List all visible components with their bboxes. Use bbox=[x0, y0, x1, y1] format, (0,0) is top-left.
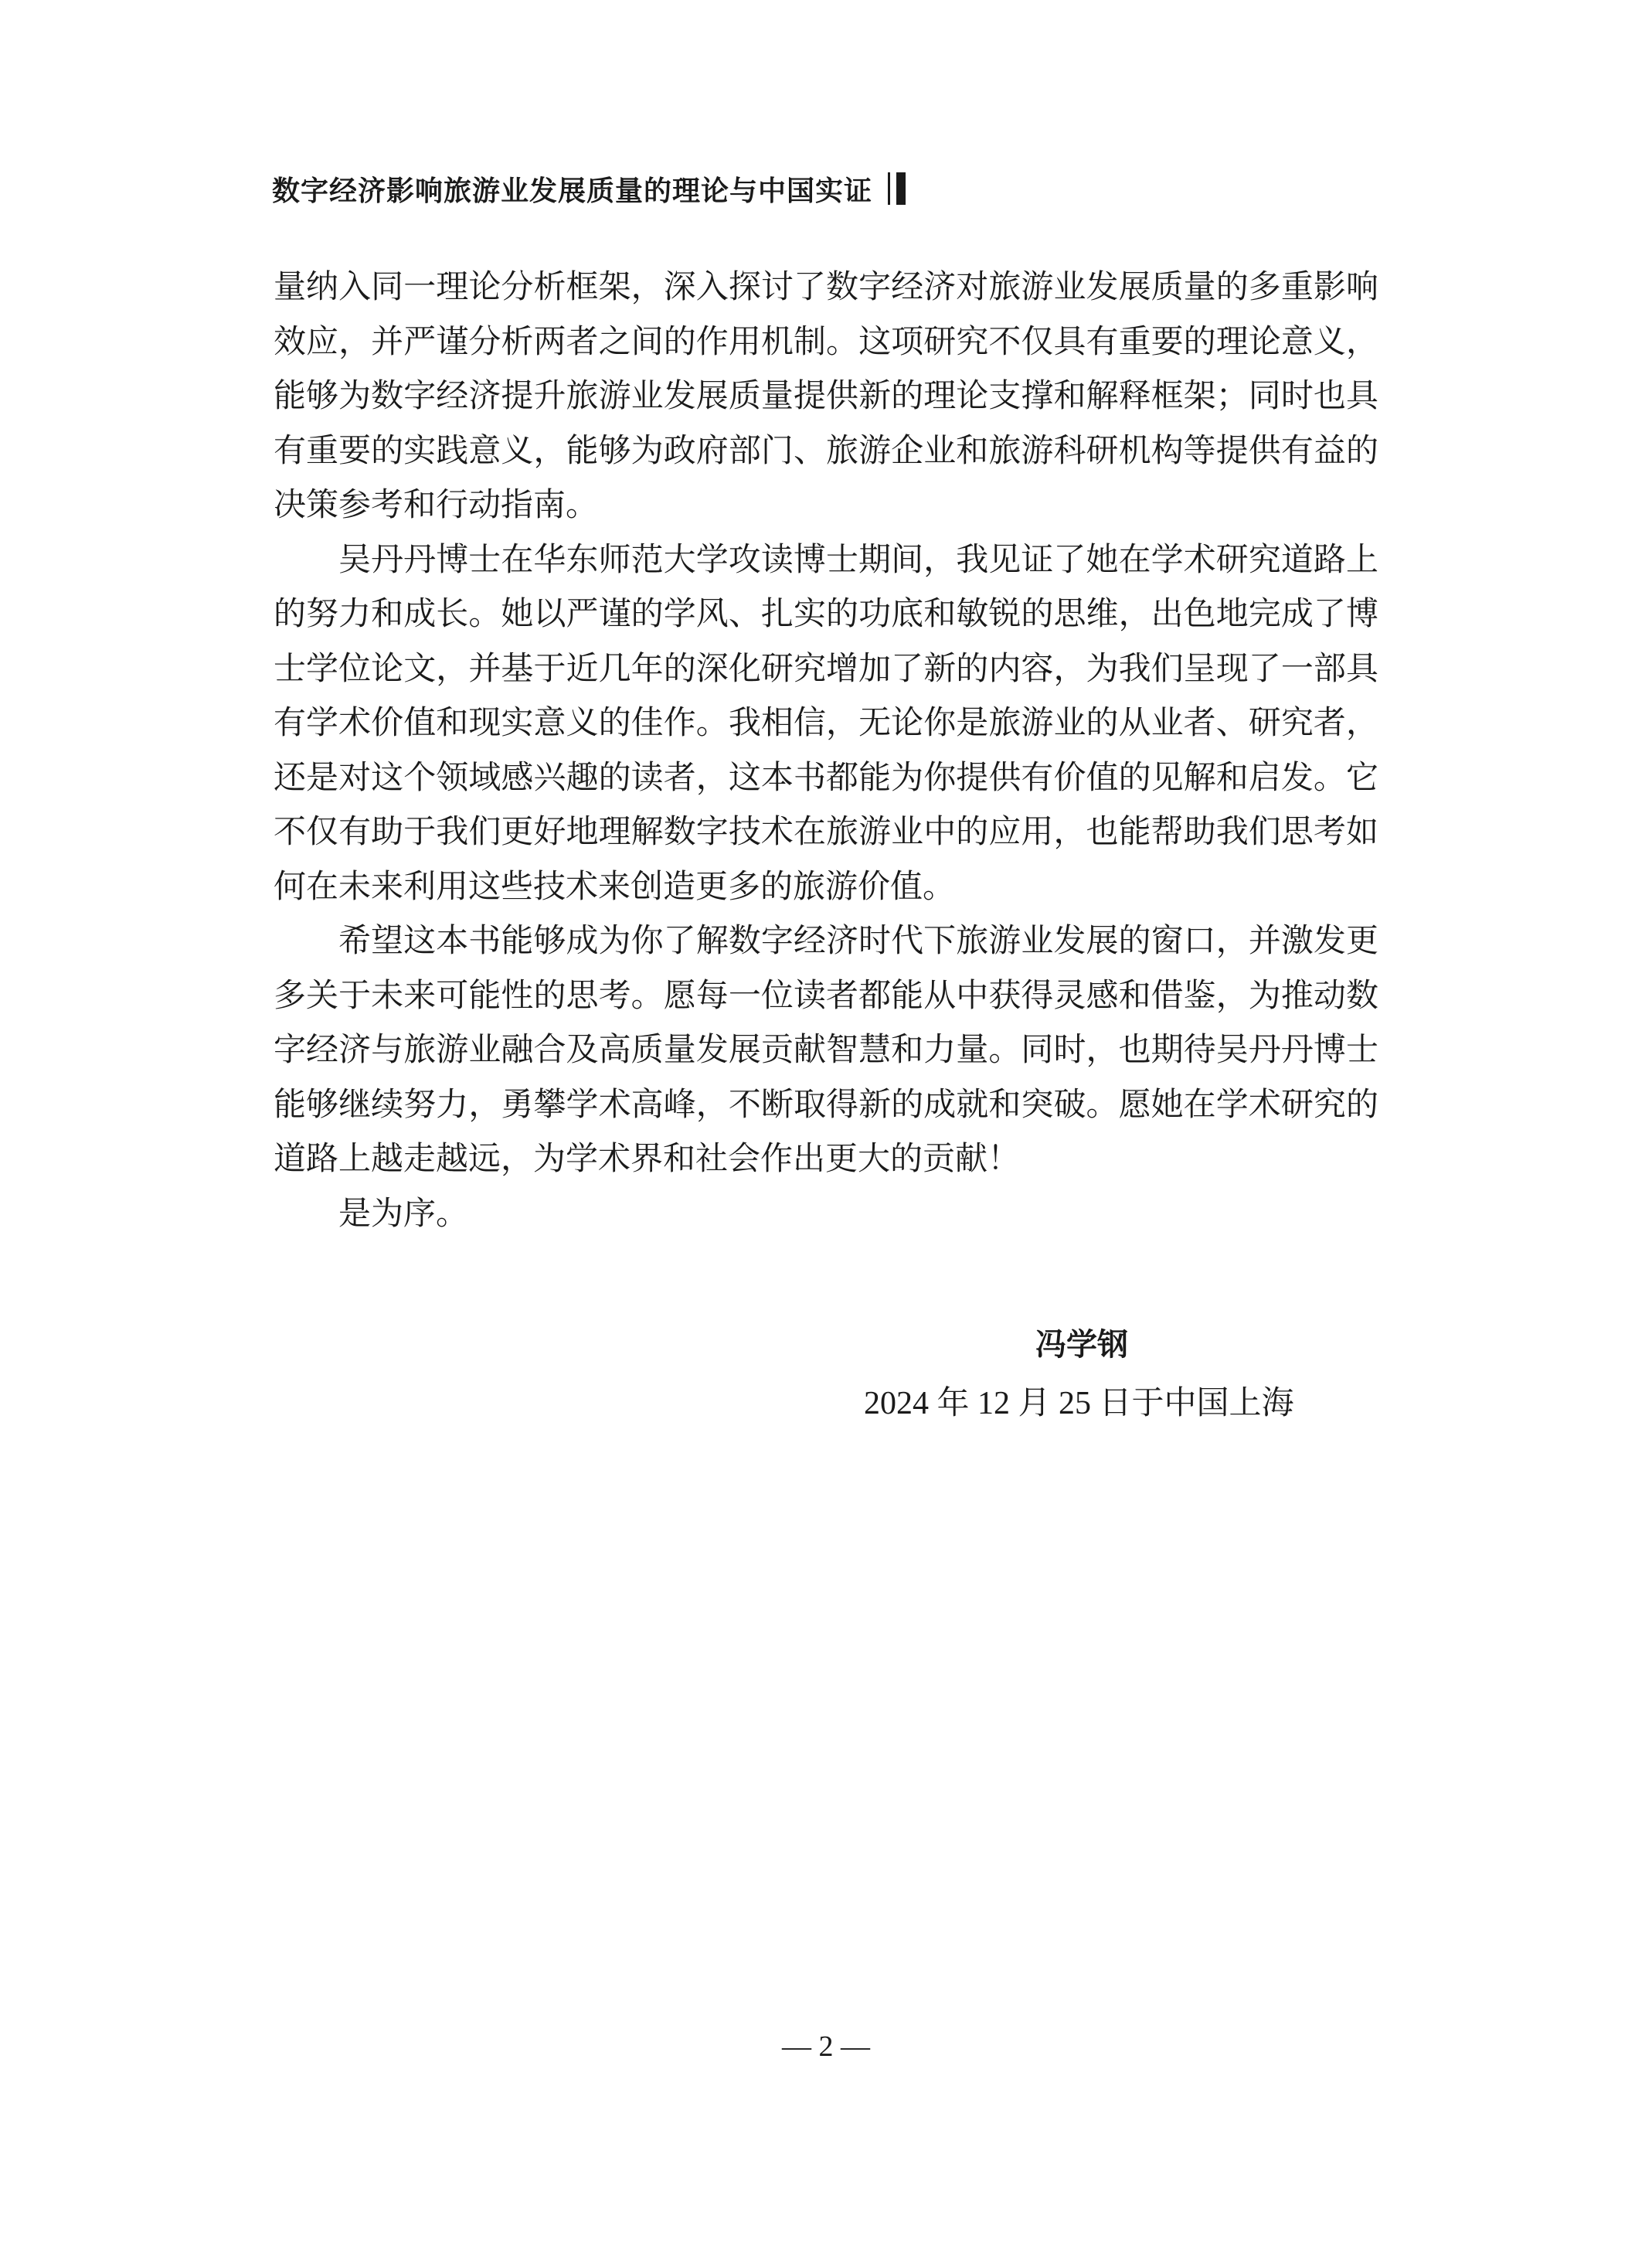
page-number: — 2 — bbox=[782, 2030, 870, 2063]
header-bar-mark bbox=[888, 172, 906, 218]
signature-date: 2024 年 12 月 25 日于中国上海 bbox=[864, 1386, 1294, 1421]
paragraph: 量纳入同一理论分析框架，深入探讨了数字经济对旅游业发展质量的多重影响效应，并严谨分析两者之间的作用机制。这项研究不仅具有重要的理论意义，能够为数字经济提升旅游业发展质量提供新的理论支撑和解释框架；同时也具有重要的实践意义，能够为政府部门、旅游企业和旅游科研机构等提供有益的决策参考和行动指南。 bbox=[274, 267, 1378, 523]
paragraph: 希望这本书能够成为你了解数字经济时代下旅游业发展的窗口，并激发更多关于未来可能性的思考。愿每一位读者都能从中获得灵感和借鉴，为推动数字经济与旅游业融合及高质量发展贡献智慧和力量。同时，也期待吴丹丹博士能够继续努力，勇攀学术高峰，不断取得新的成就和突破。愿她在学术研究的道路上越走越远，为学术界和社会作出更大的贡献！ bbox=[274, 921, 1378, 1177]
paragraph: 吴丹丹博士在华东师范大学攻读博士期间，我见证了她在学术研究道路上的努力和成长。她以严谨的学风、扎实的功底和敏锐的思维，出色地完成了博士学位论文，并基于近几年的深化研究增加了新的内容，为我们呈现了一部具有学术价值和现实意义的佳作。我相信，无论你是旅游业的从业者、研究者，还是对这个领域感兴趣的读者，这本书都能为你提供有价值的见解和启发。它不仅有助于我们更好地理解数字技术在旅游业中的应用，也能帮助我们思考如何在未来利用这些技术来创造更多的旅游价值。 bbox=[274, 539, 1378, 905]
signature-name: 冯学钢 bbox=[1035, 1327, 1128, 1363]
paragraph: 是为序。 bbox=[338, 1193, 469, 1232]
body-text bbox=[274, 260, 1378, 1240]
running-title: 数字经济影响旅游业发展质量的理论与中国实证 bbox=[272, 175, 873, 207]
running-header bbox=[272, 170, 906, 218]
